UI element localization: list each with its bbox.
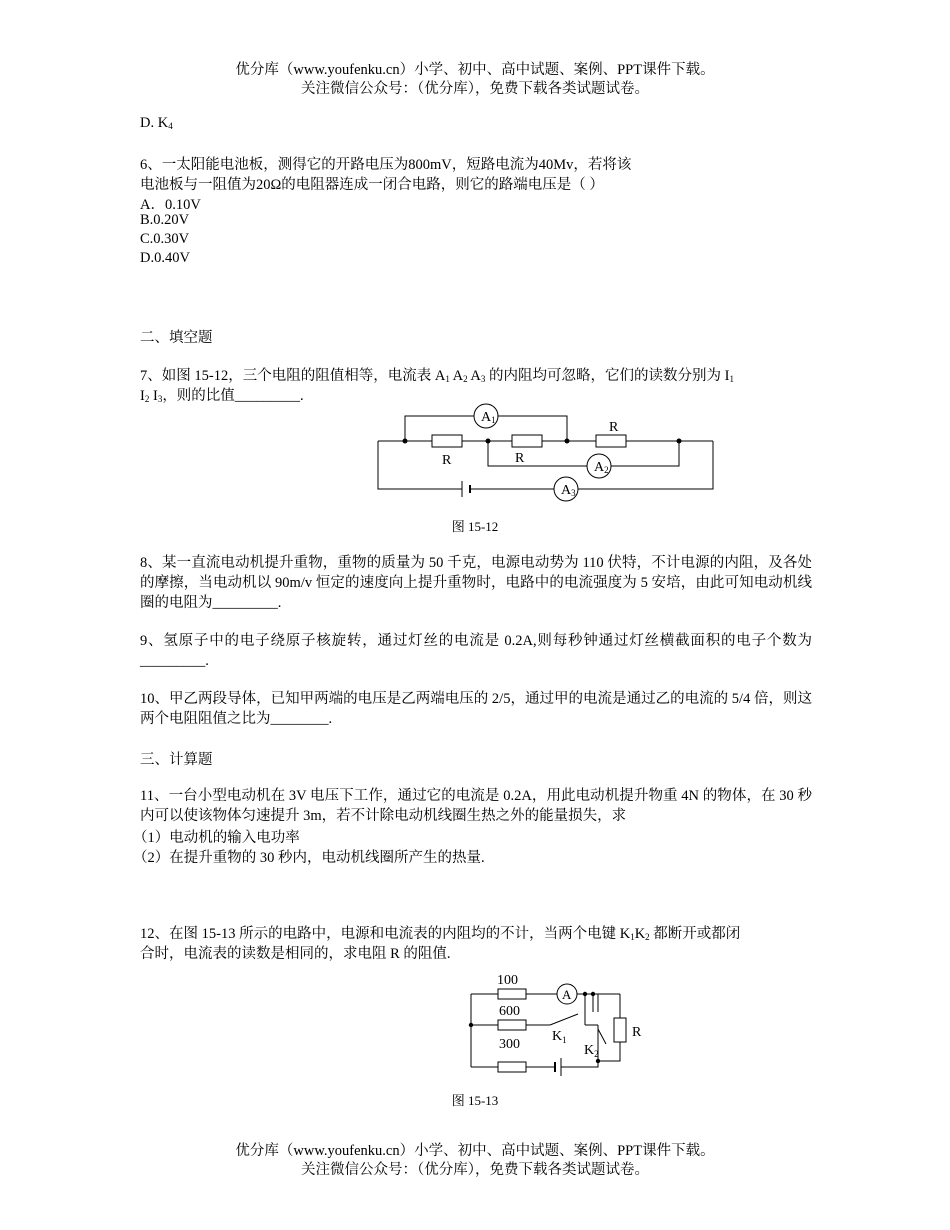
fig1512-resistor-1 [432, 435, 462, 447]
fig1512-node-3 [565, 439, 570, 444]
q7-l2-a: I [140, 388, 145, 404]
q12-line-2: 合时，电流表的读数是相同的，求电阻 R 的阻值. [140, 946, 451, 962]
q8-text: 8、某一直流电动机提升重物，重物的质量为 50 千克，电源电动势为 110 伏特，不计电源的内阻，及各处的摩擦，当电动机以 90m/v 恒定的速度向上提升重物时，电路中的电流强度为 5 安培，由此可知电动机线圈的电阻为_________. [140, 555, 812, 611]
q7-l2-c: ，则的比值_________. [162, 388, 304, 404]
fig1513-wire-bot-3 [561, 1061, 598, 1067]
figure-15-12 [370, 400, 720, 500]
fig1512-wire-a2-right [611, 441, 679, 466]
q7-line-2 [140, 384, 304, 405]
q7-text-mid2: A [467, 368, 481, 384]
q12-text-c: 都断开或都闭 [649, 926, 741, 942]
q9-text: 9、氢原子中的电子绕原子核旋转，通过灯丝的电流是 0.2A,则每秒钟通过灯丝横截面积的电子个数为_________. [140, 633, 812, 669]
section-2-heading: 二、填空题 [140, 330, 213, 346]
section-3-heading: 三、计算题 [140, 752, 213, 768]
q7-sub-2: 2 [463, 374, 468, 384]
q7-sub-5: 2 [144, 394, 150, 404]
q11-text: 11、一台小型电动机在 3V 电压下工作，通过它的电流是 0.2A，用此电动机提升物重 4N 的物体，在 30 秒内可以使该物体匀速提升 3m，若不计除电动机线圈生热之外的能量损失，求 [140, 788, 812, 824]
fig1512-caption: 图 15-12 [451, 519, 499, 534]
fig1513-r-label: R [632, 1025, 642, 1040]
q7-sub-6: 3 [157, 394, 163, 404]
prev-option-text: D. K [140, 115, 169, 131]
fig1513-resistor-r [614, 1018, 626, 1042]
q6-option-a: A．0.10V [140, 197, 201, 213]
q7-l2-b: I [149, 388, 158, 404]
fig1512-wire-a2-left [488, 441, 587, 466]
q6-option-c: C.0.30V [140, 231, 190, 247]
fig1513-wire-r-bottom [598, 1042, 620, 1061]
fig1513-ammeter-label: A [562, 987, 572, 1002]
fig1512-r3-label: R [609, 420, 619, 435]
fig1512-node-1 [403, 439, 408, 444]
fig1513-caption: 图 15-13 [451, 1093, 499, 1108]
fig1513-label-600: 600 [499, 1004, 520, 1019]
fig1512-a3-label: A3 [561, 483, 576, 498]
fig1512-wire-a1-right [498, 416, 567, 441]
q6-option-b: B.0.20V [140, 212, 190, 228]
fig1513-switch-k1 [550, 1014, 578, 1025]
fig1513-resistor-300 [498, 1062, 526, 1072]
q12-line-1 [140, 922, 740, 943]
q7-sub-1: 1 [445, 374, 450, 384]
footer-line-2: 关注微信公众号：（优分库），免费下载各类试题试卷。 [301, 1162, 649, 1178]
prev-option-d [140, 115, 173, 132]
header-line-2: 关注微信公众号：（优分库），免费下载各类试题试卷。 [301, 81, 649, 97]
fig1513-node-top-1 [583, 992, 587, 996]
q12-text-a: 12、在图 15-13 所示的电路中，电源和电流表的内阻均的不计，当两个电键 K [140, 926, 631, 942]
fig1512-node-2 [486, 439, 491, 444]
q12-text-b: K [634, 926, 646, 942]
fig1513-label-100: 100 [497, 973, 518, 988]
q7-line-1 [140, 364, 734, 385]
fig1512-r1-label: R [442, 453, 452, 468]
q7-text-b: 的内阻均可忽略，它们的读数分别为 I [485, 368, 730, 384]
q11-sub-1: （1）电动机的输入电功率 [133, 830, 300, 846]
q7-text-a: 7、如图 15-12，三个电阻的阻值相等，电流表 A [140, 368, 446, 384]
fig1513-node-top-2 [591, 992, 595, 996]
fig1512-wire-a1-left [405, 416, 474, 441]
q11-sub-2: （2）在提升重物的 30 秒内，电动机线圈所产生的热量. [133, 850, 485, 866]
q6-line-2: 电池板与一阻值为20Ω的电阻器连成一闭合电路，则它的路端电压是（ ） [140, 177, 604, 193]
fig1513-resistor-600 [498, 1020, 526, 1030]
q6-option-d: D.0.40V [140, 250, 190, 266]
header-line-1: 优分库（www.youfenku.cn）小学、初中、高中试题、案例、PPT课件下载。 [235, 62, 715, 78]
fig1513-switch-k2 [598, 1029, 606, 1044]
q7-sub-3: 3 [480, 374, 486, 384]
q12-sub-2: 2 [645, 932, 650, 942]
q10-text: 10、甲乙两段导体，已知甲两端的电压是乙两端电压的 2/5，通过甲的电流是通过乙的电流的 5/4 倍，则这两个电阻阻值之比为________. [140, 691, 812, 727]
figure-15-13 [460, 968, 660, 1083]
fig1512-resistor-3 [596, 435, 626, 447]
footer-line-1: 优分库（www.youfenku.cn）小学、初中、高中试题、案例、PPT课件下载。 [235, 1143, 715, 1159]
q6-line-1: 6、一太阳能电池板，测得它的开路电压为800mV，短路电流为40Mv，若将该 [140, 157, 632, 173]
prev-option-sub: 4 [168, 121, 173, 131]
fig1513-node-bottom [596, 1059, 600, 1063]
fig1513-k2-label: $K_2$ [584, 1043, 599, 1059]
q12-sub-1: 1 [630, 932, 635, 942]
fig1512-r2-label: R [515, 451, 525, 466]
fig1513-node-left [469, 1023, 473, 1027]
q7-text-mid1: A [449, 368, 464, 384]
fig1512-node-4 [677, 439, 682, 444]
fig1512-resistor-2 [512, 435, 542, 447]
fig1512-a1-label: A1 [481, 410, 496, 425]
fig1513-label-300: 300 [499, 1037, 520, 1052]
fig1512-a2-label: A2 [594, 460, 609, 475]
fig1513-k1-label: $K_1$ [552, 1029, 567, 1045]
q7-sub-4: 1 [729, 374, 734, 384]
fig1513-resistor-100 [498, 989, 526, 999]
